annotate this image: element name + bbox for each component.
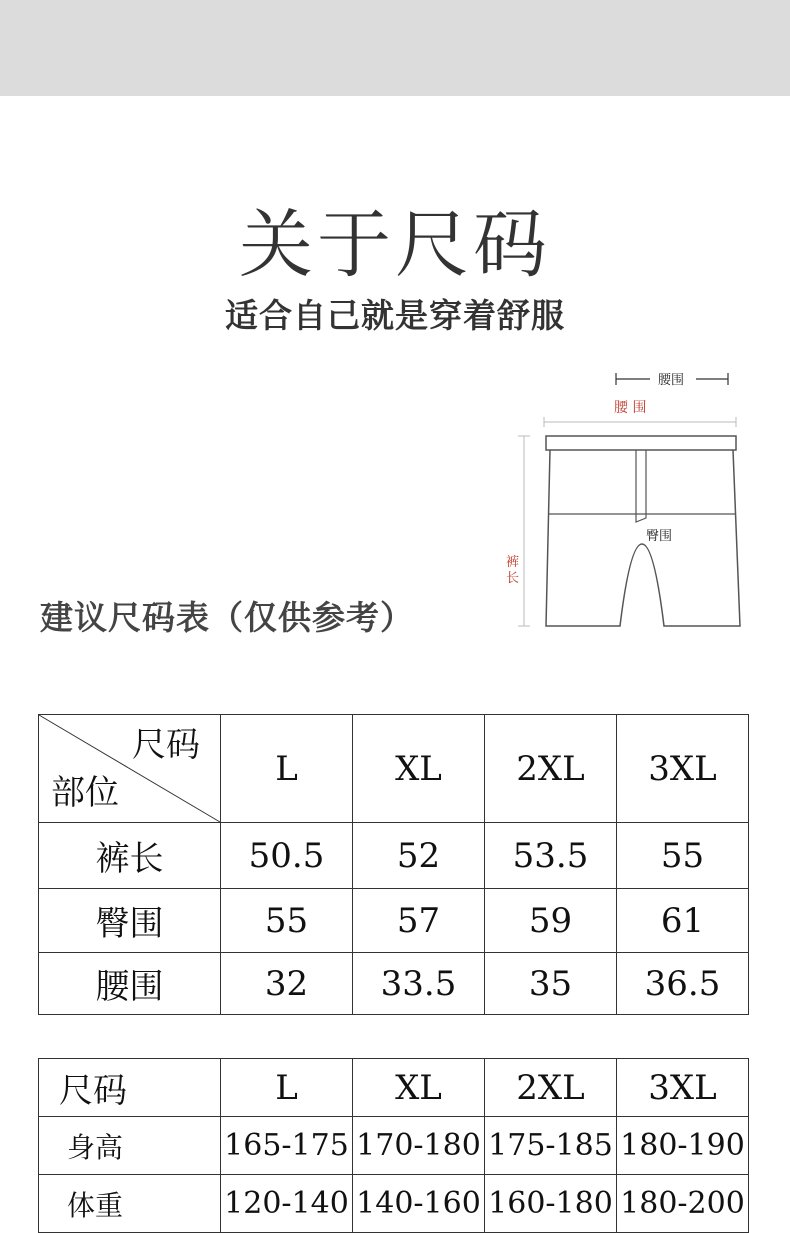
- table-row: [39, 953, 749, 1015]
- table-cell: 175-185: [485, 1117, 617, 1175]
- corner-size-label: 尺码: [132, 725, 200, 765]
- table-cell: 53.5: [485, 823, 617, 889]
- row-label-hip: 臀围: [39, 889, 221, 953]
- hip-label: 臀围: [646, 529, 673, 544]
- size-measurement-table: [38, 714, 749, 1015]
- table-cell: 52: [353, 823, 485, 889]
- row-label-weight: 体重: [39, 1175, 221, 1233]
- table-cell: 160-180: [485, 1175, 617, 1233]
- fit-header-row: [39, 1059, 749, 1117]
- table-cell: 120-140: [221, 1175, 353, 1233]
- table-cell: 55: [221, 889, 353, 953]
- table-row: [39, 823, 749, 889]
- size-header-l: L: [221, 715, 353, 823]
- fit-header-xl: XL: [353, 1059, 485, 1117]
- page-subtitle: 适合自己就是穿着舒服: [225, 296, 565, 335]
- waist-label-top: 腰围: [658, 373, 685, 388]
- fit-header-3xl: 3XL: [617, 1059, 749, 1117]
- shorts-measurement-diagram: [500, 364, 740, 634]
- length-label-1: 裤: [506, 555, 520, 570]
- corner-part-label: 部位: [51, 773, 119, 813]
- table-cell: 165-175: [221, 1117, 353, 1175]
- table-cell: 57: [353, 889, 485, 953]
- table-cell: 32: [221, 953, 353, 1015]
- table-cell: 180-200: [617, 1175, 749, 1233]
- table-cell: 55: [617, 823, 749, 889]
- table-row: [39, 1175, 749, 1233]
- table-cell: 36.5: [617, 953, 749, 1015]
- size-table-heading: 建议尺码表（仅供参考）: [40, 598, 414, 637]
- row-label-waist: 腰围: [39, 953, 221, 1015]
- table-cell: 180-190: [617, 1117, 749, 1175]
- length-label-2: 长: [506, 571, 520, 586]
- table-cell: 33.5: [353, 953, 485, 1015]
- size-header-row: [39, 715, 749, 823]
- table-cell: 50.5: [221, 823, 353, 889]
- table-cell: 170-180: [353, 1117, 485, 1175]
- top-banner: [0, 0, 790, 96]
- page-title: 关于尺码: [239, 202, 551, 288]
- waist-label: 腰 围: [614, 400, 647, 416]
- size-header-3xl: 3XL: [617, 715, 749, 823]
- fit-corner-label: 尺码: [39, 1059, 221, 1117]
- size-header-2xl: 2XL: [485, 715, 617, 823]
- fit-recommendation-table: [38, 1058, 749, 1233]
- row-label-length: 裤长: [39, 823, 221, 889]
- table-cell: 61: [617, 889, 749, 953]
- table-cell: 35: [485, 953, 617, 1015]
- table-row: [39, 889, 749, 953]
- fit-header-l: L: [221, 1059, 353, 1117]
- fit-header-2xl: 2XL: [485, 1059, 617, 1117]
- table-cell: 59: [485, 889, 617, 953]
- row-label-height: 身高: [39, 1117, 221, 1175]
- size-header-xl: XL: [353, 715, 485, 823]
- table-row: [39, 1117, 749, 1175]
- table-cell: 140-160: [353, 1175, 485, 1233]
- table-corner-cell: [39, 715, 221, 823]
